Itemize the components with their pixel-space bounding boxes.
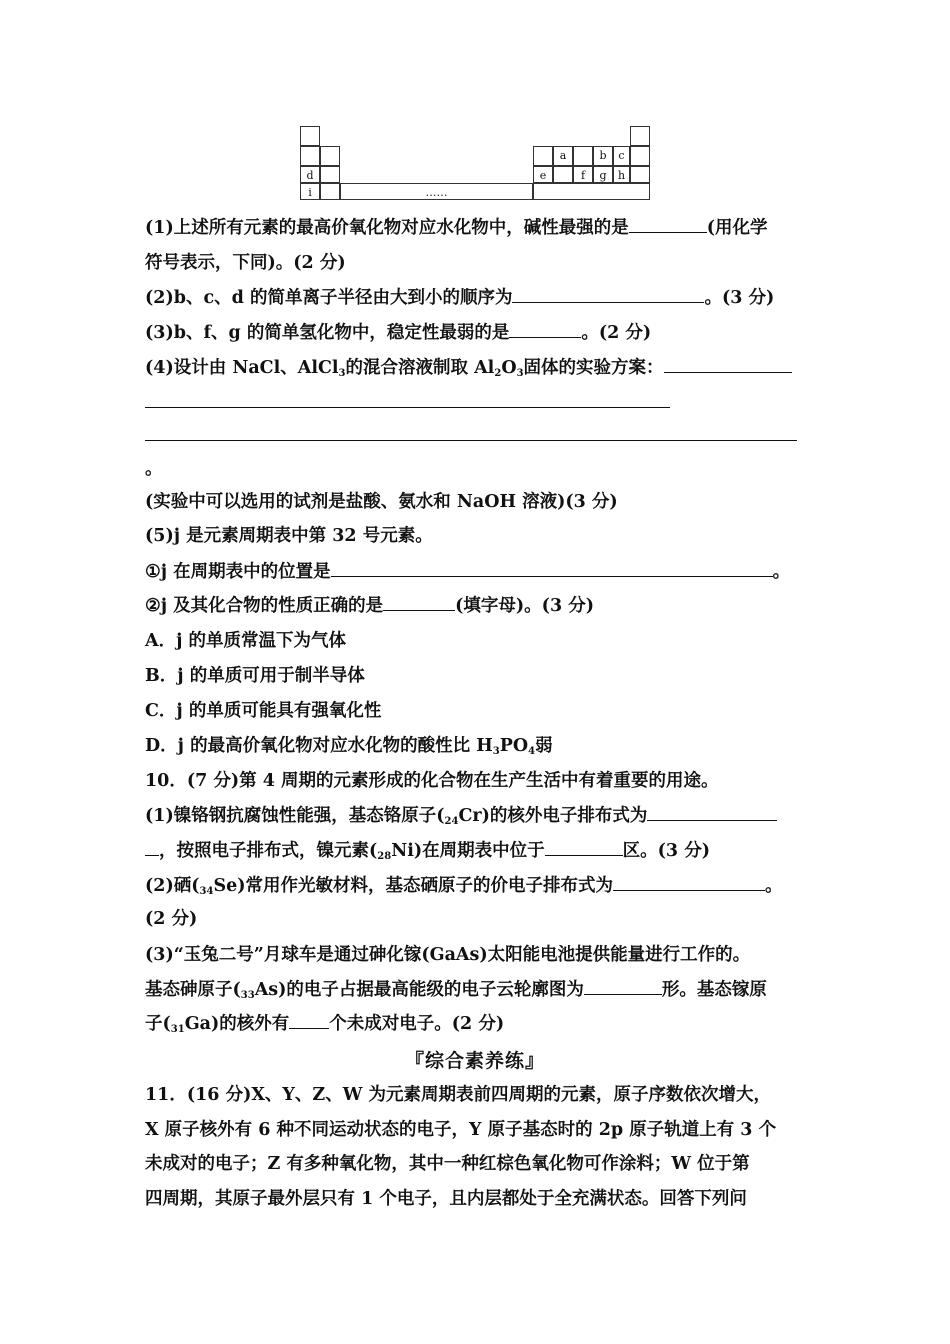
q10-part2-score: (2 分): [145, 909, 198, 929]
q9-part4-end: 。: [145, 459, 163, 479]
q9-part2: (2)b、c、d 的简单离子半径由大到小的顺序为 。(3 分): [145, 288, 775, 308]
q9-part4-note: (实验中可以选用的试剂是盐酸、氨水和 NaOH 溶液)(3 分): [145, 492, 618, 512]
cell-e: e: [533, 166, 553, 183]
option-b: B．j 的单质可用于制半导体: [145, 666, 365, 686]
q10-part3-line2: 基态砷原子(33As)的电子占据最高能级的电子云轮廓图为 形。基态镓原: [145, 980, 767, 1001]
cell-b: b: [593, 146, 613, 166]
q10-part1-line1: (1)镍铬钢抗腐蚀性能强，基态铬原子(24Cr)的核外电子排布式为: [145, 804, 777, 834]
cell-i: i: [300, 183, 320, 200]
q9-part4: (4)设计由 NaCl、AlCl$_3$的混合溶液制取 $Al_2O_3$固体的实验方案：: [145, 356, 792, 386]
answer-blank[interactable]: [289, 1012, 329, 1029]
section-heading: 『综合素养练』: [404, 1050, 545, 1072]
answer-blank[interactable]: [331, 560, 773, 577]
answer-blank[interactable]: [509, 321, 581, 338]
q9-part3: (3)b、f、g 的简单氢化物中，稳定性最弱的是 。(2 分): [145, 323, 652, 343]
q9-part1-line1: (1)上述所有元素的最高价氧化物对应水化物中，碱性最强的是 (用化学: [145, 218, 768, 238]
option-a: A．j 的单质常温下为气体: [145, 631, 347, 651]
q9-part1-line2: 符号表示，下同)。(2 分): [145, 253, 346, 273]
answer-blank[interactable]: [647, 804, 777, 821]
q10-intro: 10．(7 分)第 4 周期的元素形成的化合物在生产生活中有着重要的用途。: [145, 771, 719, 791]
q9-part5: (5)j 是元素周期表中第 32 号元素。: [145, 526, 433, 546]
answer-blank[interactable]: [584, 978, 662, 995]
answer-blank[interactable]: [145, 839, 159, 856]
q9-part5-1: ①j 在周期表中的位置是 。: [145, 562, 791, 582]
q10-part3-line1: (3)“玉兔二号”月球车是通过砷化镓(GaAs)太阳能电池提供能量进行工作的。: [145, 945, 751, 965]
cell-dots: ……: [340, 183, 533, 200]
q9-part5-2: ②j 及其化合物的性质正确的是 (填字母)。(3 分): [145, 596, 595, 616]
answer-blank[interactable]: [664, 356, 792, 373]
answer-line[interactable]: [145, 440, 797, 441]
answer-blank[interactable]: [383, 594, 455, 611]
q11-line4: 四周期，其原子最外层只有 1 个电子，且内层都处于全充满状态。回答下列问: [145, 1189, 747, 1209]
periodic-table-sketch: [300, 126, 650, 200]
answer-blank[interactable]: [512, 286, 704, 303]
cell-h: h: [613, 166, 630, 183]
cell-f: f: [573, 166, 593, 183]
option-c: C．j 的单质可能具有强氧化性: [145, 701, 382, 721]
option-d: D．j 的最高价氧化物对应水化物的酸性比 $H_3PO_4$弱: [145, 736, 553, 757]
q10-part3-line3: 子(31Ga)的核外有 个未成对电子。(2 分): [145, 1014, 505, 1035]
cell-d: d: [300, 166, 320, 183]
cell-g: g: [593, 166, 613, 183]
answer-line[interactable]: [145, 407, 670, 408]
answer-blank[interactable]: [629, 216, 707, 233]
cell-a: a: [553, 146, 573, 166]
q11-line2: X 原子核外有 6 种不同运动状态的电子，Y 原子基态时的 2p 原子轨道上有 3 个: [145, 1120, 777, 1140]
q11-line3: 未成对的电子；Z 有多种氧化物，其中一种红棕色氧化物可作涂料；W 位于第: [145, 1154, 750, 1174]
q10-part1-line2: ，按照电子排布式，镍元素(28Ni)在周期表中位于 区。(3 分): [145, 839, 710, 869]
cell-c: c: [613, 146, 630, 166]
q11-line1: 11．(16 分)X、Y、Z、W 为元素周期表前四周期的元素，原子序数依次增大，: [145, 1085, 771, 1105]
q10-part2: (2)硒(34Se)常用作光敏材料，基态硒原子的价电子排布式为 。: [145, 876, 783, 897]
answer-blank[interactable]: [545, 839, 623, 856]
answer-blank[interactable]: [613, 874, 765, 891]
